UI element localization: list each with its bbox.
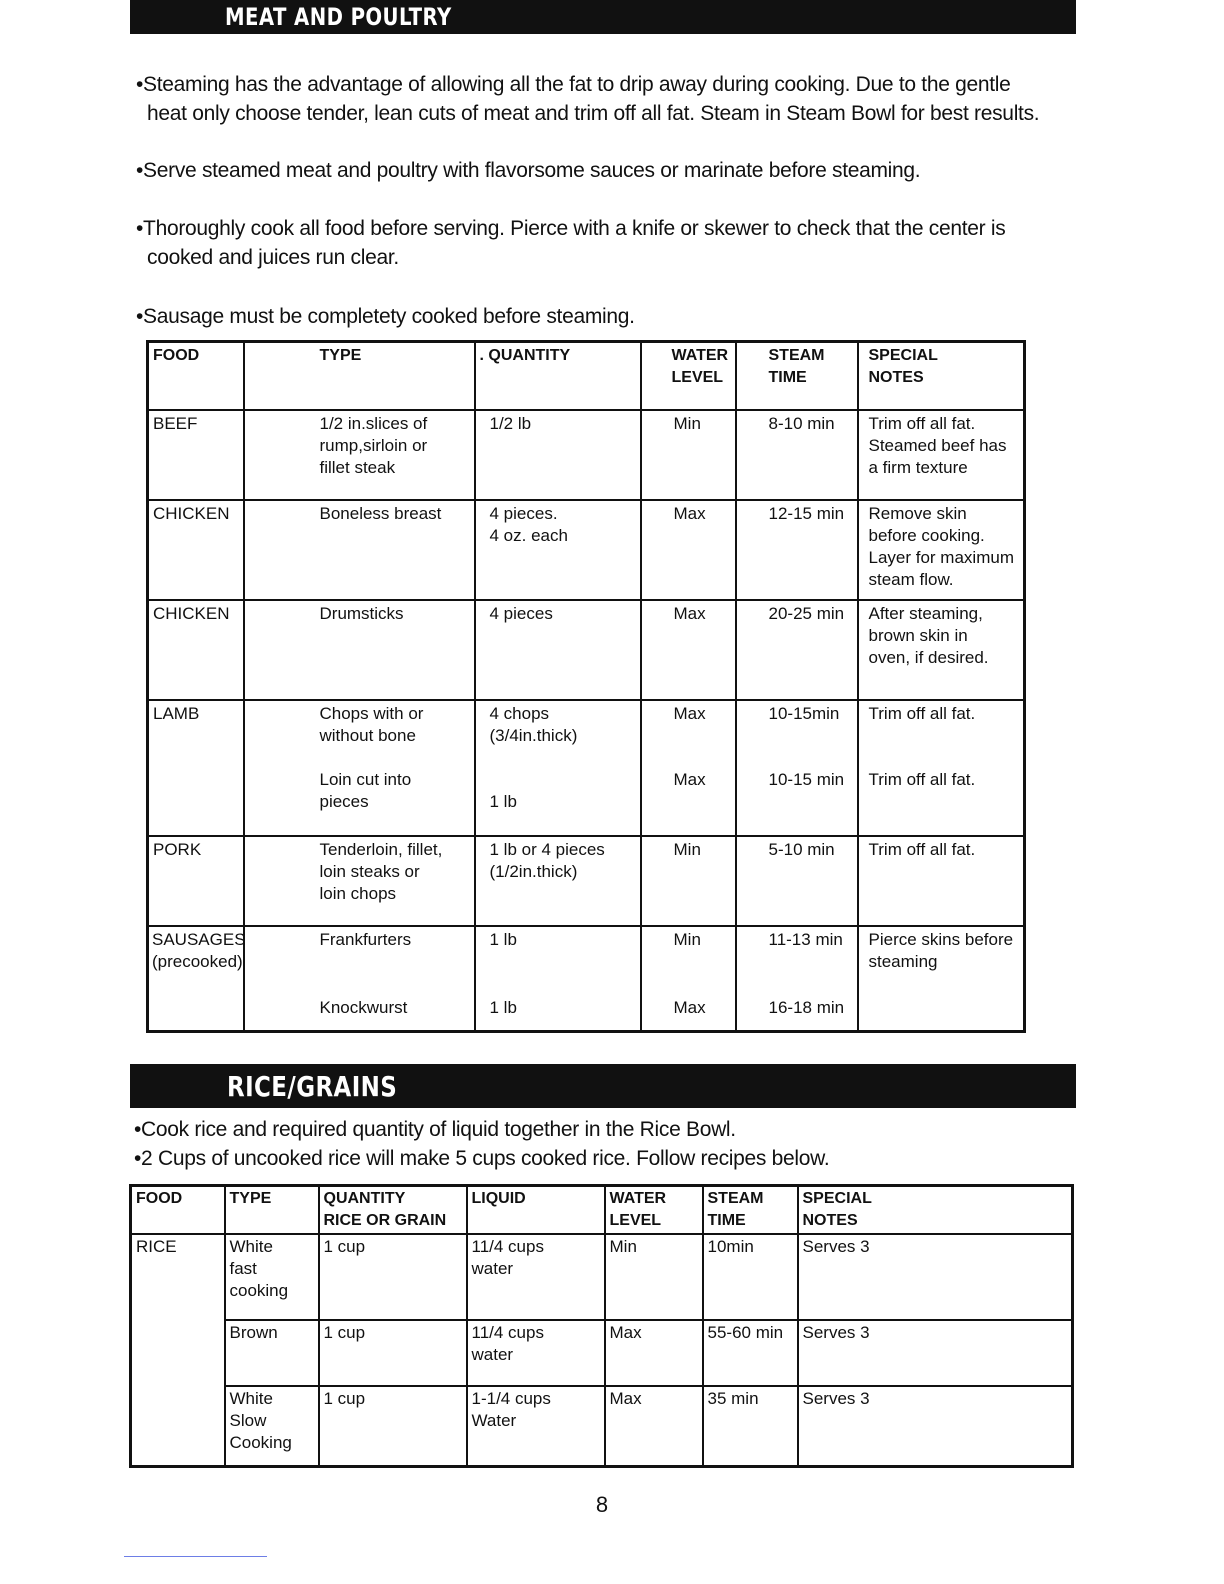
cell-food: LAMB	[148, 700, 244, 836]
cell-food	[148, 926, 244, 1032]
header-special-notes	[798, 1186, 1073, 1235]
cell-quantity	[475, 836, 641, 926]
header-type: TYPE	[244, 342, 475, 410]
cell-text: Trim off all fat.	[868, 769, 976, 789]
cell-text: brown skin in	[868, 625, 968, 645]
cell-text: 1 lb	[489, 791, 517, 811]
cell-text: 10-15 min	[768, 769, 845, 789]
table-row	[148, 700, 1025, 836]
bullet-line: heat only choose tender, lean cuts of meat and trim off all fat. Steam in Steam Bowl for best results.	[147, 102, 1040, 125]
cell-steam-time: 20-25 min	[736, 600, 858, 700]
cell-quantity	[475, 700, 641, 836]
header-quantity: . QUANTITY	[475, 342, 641, 410]
cell-water-level: Min	[605, 1234, 703, 1320]
cell-text: 4 oz. each	[489, 525, 568, 545]
header-liquid: LIQUID	[467, 1186, 605, 1235]
cell-text: Trim off all fat.	[868, 839, 976, 859]
cell-notes	[858, 836, 1025, 926]
cell-food: RICE	[131, 1234, 225, 1466]
bullet-line: •Cook rice and required quantity of liquid together in the Rice Bowl.	[134, 1118, 736, 1141]
cell-steam-time: 12-15 min	[736, 500, 858, 600]
cell-text: Water	[471, 1411, 517, 1430]
header-text: WATER	[609, 1190, 667, 1207]
cell-type	[244, 600, 475, 700]
cell-text: Max	[673, 769, 706, 789]
cell-notes: Serves 3	[798, 1386, 1073, 1466]
header-steam-time	[703, 1186, 798, 1235]
cell-type	[225, 1386, 319, 1466]
cell-text: Layer for maximum	[868, 547, 1014, 567]
header-steam-time	[736, 342, 858, 410]
header-type: TYPE	[225, 1186, 319, 1235]
cell-quantity: 1 cup	[319, 1320, 467, 1386]
section-banner-rice-grains	[130, 1064, 1076, 1108]
cell-text: (precooked)	[152, 951, 243, 971]
bullet-paragraph	[136, 70, 1096, 128]
cell-text: rump,sirloin or	[319, 435, 428, 455]
header-text: STEAM	[707, 1190, 764, 1207]
cell-text: 1 lb	[489, 929, 517, 949]
table-row	[148, 410, 1025, 500]
bullet-line: •Serve steamed meat and poultry with flavorsome sauces or marinate before steaming.	[136, 159, 921, 182]
cell-quantity	[475, 926, 641, 1032]
cell-notes	[858, 926, 1025, 1032]
cell-steam-time: 8-10 min	[736, 410, 858, 500]
meat-steaming-table	[146, 340, 1026, 1033]
cell-type	[244, 500, 475, 600]
cell-text: before cooking.	[868, 525, 985, 545]
cell-water-level	[641, 700, 736, 836]
cell-text: Trim off all fat.	[868, 413, 976, 433]
cell-text: Brown	[229, 1323, 278, 1342]
cell-food: CHICKEN	[148, 500, 244, 600]
cell-text: Frankfurters	[319, 929, 412, 949]
bullet-paragraph	[134, 1115, 1094, 1173]
cell-text: 1/2 lb	[489, 413, 532, 433]
cell-text: water	[471, 1345, 514, 1364]
cell-text: fast	[229, 1259, 257, 1278]
bullet-line: •Thoroughly cook all food before serving. Pierce with a knife or skewer to check that the center is	[136, 217, 1006, 240]
cell-text: Trim off all fat.	[868, 703, 976, 723]
header-text: LEVEL	[671, 369, 724, 386]
cell-text: 11/4 cups	[471, 1237, 544, 1256]
cell-notes: Serves 3	[798, 1234, 1073, 1320]
cell-text: Knockwurst	[319, 997, 408, 1017]
cell-notes	[858, 410, 1025, 500]
cell-steam-time	[736, 926, 858, 1032]
header-water-level	[605, 1186, 703, 1235]
cell-text: steaming	[868, 951, 938, 971]
cell-liquid	[467, 1234, 605, 1320]
cell-text: Remove skin	[868, 503, 967, 523]
cell-text: cooking	[229, 1281, 289, 1300]
cell-steam-time: 55-60 min	[703, 1320, 798, 1386]
cell-notes: Serves 3	[798, 1320, 1073, 1386]
cell-steam-time: 35 min	[703, 1386, 798, 1466]
cell-quantity	[475, 500, 641, 600]
cell-text: 16-18 min	[768, 997, 845, 1017]
cell-text: Max	[673, 997, 706, 1017]
cell-water-level: Min	[641, 836, 736, 926]
header-food: FOOD	[148, 342, 244, 410]
bullet-paragraph	[136, 302, 1096, 331]
cell-type	[225, 1320, 319, 1386]
cell-text: fillet steak	[319, 457, 396, 477]
cell-text: Cooking	[229, 1433, 292, 1452]
footer-rule	[124, 1556, 267, 1557]
cell-text: 11/4 cups	[471, 1323, 544, 1342]
cell-text: 1/2 in.slices of	[319, 413, 428, 433]
cell-quantity: 1 cup	[319, 1234, 467, 1320]
cell-notes	[858, 700, 1025, 836]
cell-text: 4 pieces.	[489, 503, 558, 523]
cell-text: 11-13 min	[768, 929, 843, 949]
bullet-paragraph	[136, 156, 1096, 185]
cell-text: After steaming,	[868, 603, 983, 623]
cell-text: Boneless breast	[319, 503, 442, 523]
cell-text: White	[229, 1389, 273, 1408]
header-text: NOTES	[868, 369, 924, 386]
section-title: RICE/GRAINS	[227, 1069, 398, 1103]
cell-text: loin chops	[319, 883, 397, 903]
cell-text: 4 pieces	[489, 603, 553, 623]
table-header-row	[148, 342, 1025, 410]
cell-liquid	[467, 1320, 605, 1386]
bullet-line: •Steaming has the advantage of allowing all the fat to drip away during cooking. Due to the gentle	[136, 73, 1011, 96]
page-number: 8	[595, 1492, 609, 1517]
cell-text: Tenderloin, fillet,	[319, 839, 443, 859]
cell-water-level: Max	[605, 1320, 703, 1386]
cell-text: (1/2in.thick)	[489, 861, 578, 881]
table-row	[131, 1386, 1073, 1466]
header-food: FOOD	[131, 1186, 225, 1235]
header-water-level	[641, 342, 736, 410]
cell-type	[244, 410, 475, 500]
cell-text: Pierce skins before	[868, 929, 1014, 949]
cell-text: 1 lb	[489, 997, 517, 1017]
cell-food: CHICKEN	[148, 600, 244, 700]
cell-text: Max	[673, 703, 706, 723]
cell-text: Steamed beef has	[868, 435, 1007, 455]
header-text: TIME	[707, 1212, 746, 1229]
cell-text: water	[471, 1259, 514, 1278]
header-text: LEVEL	[609, 1212, 662, 1229]
cell-steam-time	[736, 700, 858, 836]
cell-text: SAUSAGES	[152, 929, 246, 949]
cell-text: a firm texture	[868, 457, 968, 477]
table-row	[148, 600, 1025, 700]
header-text: RICE OR GRAIN	[323, 1212, 447, 1229]
bullet-line: cooked and juices run clear.	[147, 246, 399, 269]
cell-food: BEEF	[148, 410, 244, 500]
table-row	[131, 1234, 1073, 1320]
cell-text: steam flow.	[868, 569, 954, 589]
cell-type	[244, 926, 475, 1032]
cell-liquid	[467, 1386, 605, 1466]
cell-text: Min	[673, 929, 701, 949]
table-header-row	[131, 1186, 1073, 1235]
cell-water-level: Max	[641, 600, 736, 700]
cell-text: loin steaks or	[319, 861, 420, 881]
header-special-notes	[858, 342, 1025, 410]
cell-food: PORK	[148, 836, 244, 926]
cell-quantity	[475, 410, 641, 500]
table-row	[148, 836, 1025, 926]
cell-steam-time: 10min	[703, 1234, 798, 1320]
cell-water-level: Min	[641, 410, 736, 500]
cell-type	[244, 836, 475, 926]
cell-water-level: Max	[641, 500, 736, 600]
table-row	[148, 926, 1025, 1032]
section-banner-meat-poultry	[130, 0, 1076, 34]
cell-text: 1-1/4 cups	[471, 1389, 551, 1408]
table-row	[131, 1320, 1073, 1386]
bullet-paragraph	[136, 214, 1096, 272]
header-text: STEAM	[768, 347, 825, 364]
header-text: NOTES	[802, 1212, 858, 1229]
header-text: SPECIAL	[802, 1190, 872, 1207]
header-quantity	[319, 1186, 467, 1235]
section-title: MEAT AND POULTRY	[225, 3, 452, 31]
cell-quantity: 1 cup	[319, 1386, 467, 1466]
cell-water-level	[641, 926, 736, 1032]
cell-text: Slow	[229, 1411, 267, 1430]
cell-text: Loin cut into	[319, 769, 412, 789]
cell-text: White	[229, 1237, 273, 1256]
rice-grains-table	[129, 1184, 1074, 1468]
cell-text: Drumsticks	[319, 603, 404, 623]
cell-type	[225, 1234, 319, 1320]
cell-text: 1 lb or 4 pieces	[489, 839, 605, 859]
cell-text: 10-15min	[768, 703, 840, 723]
header-text: WATER	[671, 347, 729, 364]
cell-text: pieces	[319, 791, 369, 811]
header-text: TIME	[768, 369, 807, 386]
cell-water-level: Max	[605, 1386, 703, 1466]
bullet-line: •Sausage must be completety cooked before steaming.	[136, 305, 635, 328]
cell-notes	[858, 500, 1025, 600]
header-text: SPECIAL	[868, 347, 938, 364]
cell-steam-time: 5-10 min	[736, 836, 858, 926]
cell-text: oven, if desired.	[868, 647, 989, 667]
cell-notes	[858, 600, 1025, 700]
cell-quantity	[475, 600, 641, 700]
table-row	[148, 500, 1025, 600]
bullet-line: •2 Cups of uncooked rice will make 5 cups cooked rice. Follow recipes below.	[134, 1147, 830, 1170]
cell-text: 4 chops (3/4in.thick)	[489, 703, 578, 745]
header-text: QUANTITY	[323, 1190, 406, 1207]
cell-type	[244, 700, 475, 836]
cell-text: without bone	[319, 725, 416, 745]
cell-text: Chops with or	[319, 703, 424, 723]
